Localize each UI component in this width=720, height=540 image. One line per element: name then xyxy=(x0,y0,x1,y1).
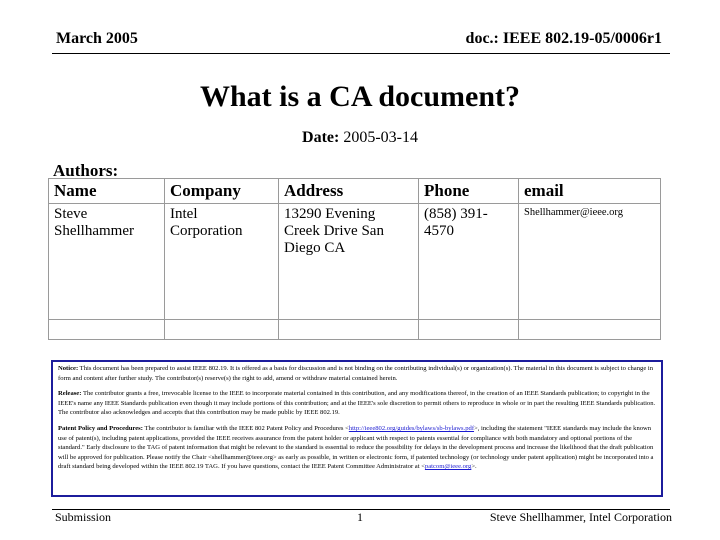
author-name: Steve Shellhammer xyxy=(49,204,165,320)
empty-cell xyxy=(165,320,279,340)
header-address: Address xyxy=(279,179,419,204)
authors-table xyxy=(48,178,661,340)
header-doc-id: doc.: IEEE 802.19-05/0006r1 xyxy=(465,30,662,47)
author-company: Intel Corporation xyxy=(165,204,279,320)
footer-author: Steve Shellhammer, Intel Corporation xyxy=(489,510,672,524)
date-line xyxy=(0,129,720,147)
footer-page-number: 1 xyxy=(357,510,363,524)
empty-cell xyxy=(279,320,419,340)
header-phone: Phone xyxy=(419,179,519,204)
release-paragraph xyxy=(58,389,656,418)
author-address: 13290 Evening Creek Drive San Diego CA xyxy=(279,204,419,320)
header-company: Company xyxy=(165,179,279,204)
date-label: Date: xyxy=(302,129,340,146)
header-divider xyxy=(52,53,670,54)
table-row xyxy=(49,204,661,320)
author-email: Shellhammer@ieee.org xyxy=(519,204,661,320)
header-name: Name xyxy=(49,179,165,204)
empty-cell xyxy=(419,320,519,340)
header-date: March 2005 xyxy=(56,30,138,47)
header-email: email xyxy=(519,179,661,204)
empty-cell xyxy=(519,320,661,340)
notice-paragraph xyxy=(58,364,656,383)
notice-box xyxy=(51,360,663,497)
release-text: The contributor grants a free, irrevocable license to the IEEE to incorporate material contained in this contribution, and any modifications thereof, in the creation of an IEEE Standards publication; to copyright in the IEEE's name any IEEE Standards publication even though it may include portions of this contribution; and at the IEEE's sole discretion to permit others to reproduce in whole or in part the resulting IEEE Standards publication. The contributor also acknowledges and accepts that this contribution may be made public by IEEE 802.19. xyxy=(58,390,656,417)
slide-title: What is a CA document? xyxy=(199,80,521,113)
notice-label: Notice: xyxy=(58,365,79,372)
patcom-email-link[interactable]: patcom@ieee.org xyxy=(424,463,472,471)
notice-text: This document has been prepared to assist IEEE 802.19. It is offered as a basis for discussion and is not binding on the contributing individual(s) or organization(s). The material in this document is subject to change in form and content after further study. The contributor(s) reserve(s) the right to add, amend or withdraw material contained herein. xyxy=(58,365,654,382)
patent-text: >. xyxy=(471,463,477,471)
patent-label: Patent Policy and Procedures: xyxy=(58,424,143,432)
patent-paragraph xyxy=(58,424,656,472)
author-phone: (858) 391-4570 xyxy=(419,204,519,320)
patent-text: The contributor is familiar with the IEEE 802 Patent Policy and Procedures < xyxy=(142,424,349,432)
patent-policy-link[interactable]: http://ieee802.org/guides/bylaws/sb-bylaws.pdf xyxy=(348,424,475,432)
footer-submission: Submission xyxy=(55,510,112,524)
table-row-empty xyxy=(49,320,661,340)
empty-cell xyxy=(49,320,165,340)
release-label: Release: xyxy=(58,390,82,398)
patent-text: >, including the statement "IEEE standards may include the known use of patent(s), including patent applications, provided the IEEE receives assurance from the patent holder or applicant with respect to patents essential for compliance with both mandatory and optional portions of the standard." Early disclosure to the TAG of patent information that might be relevant to the standard is essential to reduce the possibility for delays in the development process and increase the likelihood that the draft publication will be approved for publication. Please notify the Chair <shellhammer@ieee.org> as early as possible, in written or electronic form, if patented technology (or technology under patent application) might be incorporated into a draft standard being developed within the IEEE 802.19 TAG. If you have questions, contact the IEEE Patent Committee Administrator at < xyxy=(58,424,654,471)
date-value: 2005-03-14 xyxy=(339,129,418,146)
authors-label: Authors: xyxy=(53,161,119,180)
table-header-row xyxy=(49,179,661,204)
